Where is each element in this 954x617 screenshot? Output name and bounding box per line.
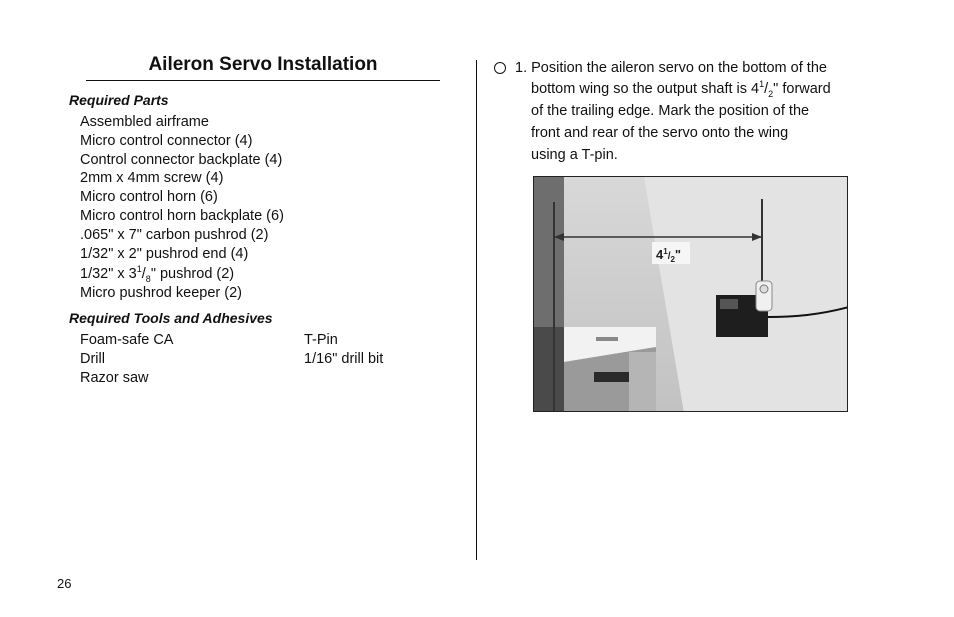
fraction-denominator: 2 [768, 88, 774, 99]
part-item: Micro control horn (6) [80, 189, 218, 206]
step-line: bottom wing so the output shaft is $4^1/_2$" forward [531, 79, 831, 99]
page-number: 26 [57, 576, 72, 591]
fraction-numerator: 1 [136, 264, 142, 275]
part-item: 2mm x 4mm screw (4) [80, 170, 224, 187]
tool-item: Foam-safe CA [80, 332, 174, 348]
pushrod-suffix: " pushrod (2) [150, 266, 235, 283]
fraction-denominator: 8 [145, 274, 151, 285]
required-tools-heading: Required Tools and Adhesives [69, 310, 273, 326]
step-line: of the trailing edge. Mark the position of the [531, 103, 810, 119]
part-item: .065" x 7" carbon pushrod (2) [80, 226, 269, 243]
tool-item: Razor saw [80, 370, 149, 386]
measurement-label: $4^1_{/2}$" [656, 247, 682, 264]
required-parts-list [80, 113, 284, 303]
title-divider [86, 80, 440, 81]
servo-placement-photo [533, 176, 848, 412]
step-checkbox-icon[interactable] [494, 62, 506, 74]
required-parts-heading: Required Parts [69, 92, 169, 108]
column-divider [476, 60, 477, 560]
part-item: Assembled airframe [80, 114, 209, 130]
step-line-prefix: bottom wing so the output shaft is 4 [531, 81, 760, 97]
step-line: 1. Position the aileron servo on the bottom of the [515, 60, 827, 76]
part-item: Micro control horn backplate (6) [80, 207, 284, 224]
part-item: Micro pushrod keeper (2) [80, 285, 242, 302]
part-item: Micro control connector (4) [80, 132, 253, 149]
part-item: Control connector backplate (4) [80, 151, 283, 168]
pushrod-prefix: 1/32" x 3 [80, 266, 137, 283]
step-line-suffix: " forward [773, 81, 831, 97]
part-item-pushrod: 1/32" x $3^1/_8$" pushrod (2) [80, 264, 235, 285]
part-item: 1/32" x 2" pushrod end (4) [80, 245, 249, 262]
tool-item: 1/16" drill bit [304, 351, 384, 367]
fraction-numerator: 1 [759, 79, 765, 90]
page-title: Aileron Servo Installation [148, 54, 378, 75]
step-line: front and rear of the servo onto the wing [531, 125, 789, 141]
tool-item: Drill [80, 351, 105, 367]
tool-item: T-Pin [304, 332, 338, 348]
step-line: using a T-pin. [531, 147, 618, 163]
